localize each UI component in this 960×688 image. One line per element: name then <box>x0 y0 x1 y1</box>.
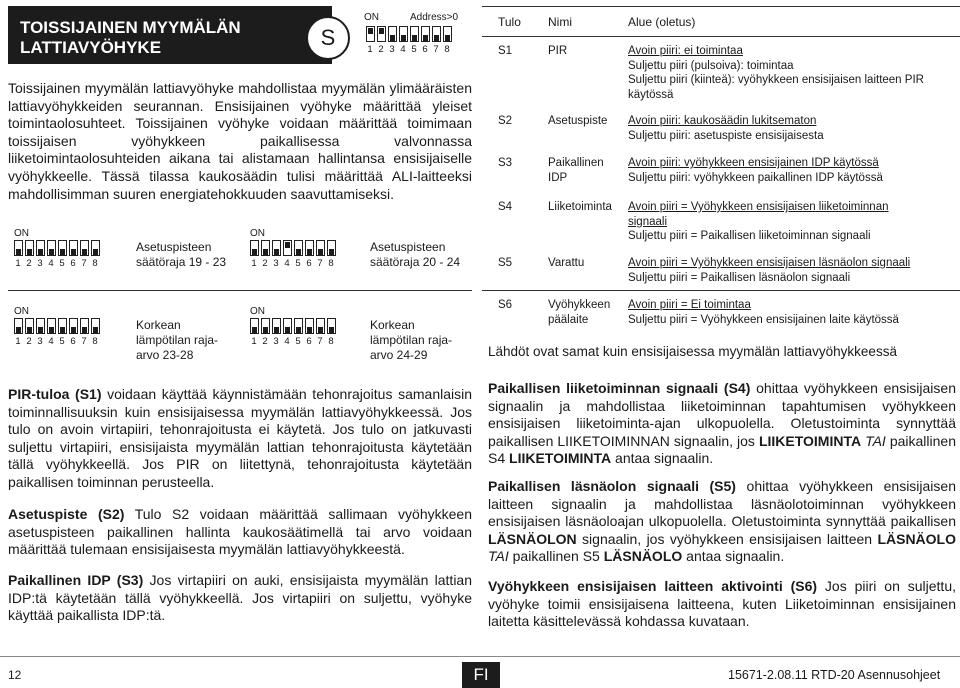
table-row-s2-alue: Avoin piiri: kaukosäädin lukitsematon Suljettu piiri: asetuspiste ensisijaisesta <box>628 115 824 142</box>
dip-number: 8 <box>92 336 98 347</box>
table-header-alue: Alue (oletus) <box>628 15 696 29</box>
dip-toggle <box>388 26 397 42</box>
dip-number: 8 <box>328 258 334 269</box>
dip-number: 1 <box>15 258 21 269</box>
dip-on-label: ON <box>250 228 265 239</box>
dip-toggle <box>377 26 386 42</box>
dip-number: 1 <box>251 258 257 269</box>
dip-toggle <box>410 26 419 42</box>
dip-number: 7 <box>81 258 87 269</box>
table-header-tulo: Tulo <box>498 15 521 29</box>
dip-toggle <box>250 318 259 334</box>
dip-toggle <box>283 240 292 256</box>
language-badge: FI <box>462 662 500 688</box>
address-dip-switch <box>362 12 459 56</box>
dip-number: 8 <box>444 44 450 55</box>
dip-toggle <box>91 318 100 334</box>
dip-toggle <box>294 318 303 334</box>
intro-paragraph: Toissijainen myymälän lattiavyöhyke mahdollistaa myymälän ylimääräisten lattiavyöhykkeiden seurannan. Ensisijainen vyöhyke määrittää yleiset toimintaolosuhteet. Toissijainen vyöhyke voidaan määrittää toimimaan toissijaisen vyöhykkeen paikallisessa valvonnassa liiketoimintaolosuhteiden aikana tai alistamaan hallintansa ensisijaiselle vyöhykkeelle. Tässä tilassa kaukosäädin tulisi määrittää ALI-laitteeksi mahdollisimman suuren energiatehokkuuden saavuttamiseksi. <box>8 80 472 202</box>
dip-number: 3 <box>37 258 43 269</box>
table-header-rule <box>482 36 960 37</box>
dip-toggle <box>250 240 259 256</box>
setpoint-paragraph: Asetuspiste (S2) Tulo S2 voidaan määrittää sallimaan vyöhykkeen asetuspisteen paikallinen hallinta kaukosäätimellä tai arvo voidaan määrittää tulemaan ensisijaisesta myymälän lattiavyöhykkeestä. <box>8 506 472 558</box>
dip-toggle <box>443 26 452 42</box>
dip-toggle <box>432 26 441 42</box>
table-row-s2-nimi: Asetuspiste <box>548 115 608 127</box>
dip-toggle <box>421 26 430 42</box>
dip-number: 6 <box>70 258 76 269</box>
dip-on-label: ON <box>14 306 29 317</box>
dip-number: 2 <box>262 336 268 347</box>
dip-label-high-limit-23-28: Korkean lämpötilan raja- arvo 23-28 <box>136 318 219 362</box>
dip-switch-high-limit-23-28 <box>10 306 104 348</box>
dip-number: 3 <box>389 44 395 55</box>
table-row-s1-nimi: PIR <box>548 45 568 57</box>
dip-number: 7 <box>433 44 439 55</box>
dip-toggle <box>47 240 56 256</box>
dip-number: 7 <box>317 336 323 347</box>
s4-paragraph: Paikallisen liiketoiminnan signaali (S4) ohittaa vyöhykkeen ensisijaisen signaalin ja mahdollistaa liiketoiminnan tapahtumisen vyöhykkeen ensisijaisen liiketoiminta-ajan ulkopuolella. Oletustoiminta synnyttää paikallisen LIIKETOIMINNAN signaalin, jos LIIKETOIMINTA TAI paikallinen S4 LIIKETOIMINTA antaa signaalin. <box>488 380 956 467</box>
dip-toggle <box>327 240 336 256</box>
dip-toggle <box>294 240 303 256</box>
table-row-s5-nimi: Varattu <box>548 257 585 269</box>
dip-number: 6 <box>306 258 312 269</box>
dip-number: 4 <box>48 258 54 269</box>
dip-toggle <box>272 318 281 334</box>
dip-number: 5 <box>59 336 65 347</box>
table-row-s5-alue: Avoin piiri = Vyöhykkeen ensisijaisen läsnäolon signaali Suljettu piiri = Paikallisen läsnäolon signaali <box>628 257 911 284</box>
dip-number: 4 <box>48 336 54 347</box>
dip-number: 1 <box>251 336 257 347</box>
table-row-s6-alue: Avoin piiri = Ei toimintaa Suljettu piiri = Vyöhykkeen ensisijainen laite käytössä <box>628 299 899 326</box>
dip-toggle <box>399 26 408 42</box>
dip-toggle <box>261 318 270 334</box>
dip-toggle <box>69 318 78 334</box>
s6-paragraph: Vyöhykkeen ensisijaisen laitteen aktivointi (S6) Jos piiri on suljettu, vyöhyke toimii ensisijaisena laitteena, kuten Liiketoiminnan ensisijainen laitetta käsittelevässä kohdassa kuvataan. <box>488 578 956 630</box>
dip-toggle <box>283 318 292 334</box>
dip-toggle <box>14 318 23 334</box>
dip-number: 5 <box>411 44 417 55</box>
dip-on-label: ON <box>14 228 29 239</box>
table-top-rule <box>482 6 960 7</box>
dip-toggle <box>305 240 314 256</box>
table-row-s4-tulo: S4 <box>498 201 513 213</box>
dip-number: 8 <box>92 258 98 269</box>
dip-number: 2 <box>262 258 268 269</box>
table-row-s5-tulo: S5 <box>498 257 513 269</box>
section-title: TOISSIJAINEN MYYMÄLÄN LATTIAVYÖHYKE <box>20 18 241 57</box>
table-row-s2-tulo: S2 <box>498 115 513 127</box>
dip-number: 2 <box>378 44 384 55</box>
dip-number: 1 <box>15 336 21 347</box>
section-title-bar <box>8 6 332 64</box>
dip-number: 2 <box>26 258 32 269</box>
dip-switch-setpoint-20-24 <box>246 228 340 270</box>
address-dip-block <box>362 12 462 58</box>
dip-toggle <box>58 240 67 256</box>
dip-number: 7 <box>317 258 323 269</box>
address-label: Address>0 <box>410 12 459 23</box>
dip-toggle <box>261 240 270 256</box>
dip-toggle <box>272 240 281 256</box>
s-badge: S <box>306 16 350 60</box>
dip-toggle <box>305 318 314 334</box>
dip-toggle <box>316 318 325 334</box>
dip-number: 3 <box>37 336 43 347</box>
table-row-s4-alue: Avoin piiri = Vyöhykkeen ensisijaisen liiketoiminnan signaali Suljettu piiri = Paikallisen liiketoiminnan signaali <box>628 201 889 242</box>
dip-number: 6 <box>422 44 428 55</box>
dip-number: 3 <box>273 336 279 347</box>
dip-switch-setpoint-19-23 <box>10 228 104 270</box>
dip-number: 4 <box>284 258 290 269</box>
dip-number: 6 <box>306 336 312 347</box>
divider <box>8 290 472 291</box>
dip-toggle <box>327 318 336 334</box>
pir-paragraph: PIR-tuloa (S1) voidaan käyttää käynnistämään tehonrajoitus samanlaisin toiminnallisuuksin kuin ensisijaisessa myymälän lattiavyöhykkeessä. Jos tulo on avoin virtapiiri, tehonrajoitusta ei käytetä. Jos tulo on jatkuvasti suljettu virtapiiri, ensisijaista myymälän lattian tehonrajoitusta käytetään tällä vyöhykkeellä. Jos PIR on liitettynä, tehonrajoitusta käytetään paikallisen toiminnan perusteella. <box>8 386 473 490</box>
dip-toggle <box>25 318 34 334</box>
table-row-s1-tulo: S1 <box>498 45 513 57</box>
dip-toggle <box>58 318 67 334</box>
dip-toggle <box>80 240 89 256</box>
dip-toggle <box>36 240 45 256</box>
dip-toggle <box>47 318 56 334</box>
dip-number: 5 <box>295 336 301 347</box>
table-row-s1-alue: Avoin piiri: ei toimintaa Suljettu piiri (pulsoiva): toimintaa Suljettu piiri (kiinteä): vyöhykkeen ensisijaisen laitteen PIR käytössä <box>628 45 924 101</box>
dip-toggle <box>316 240 325 256</box>
dip-number: 5 <box>295 258 301 269</box>
dip-number: 8 <box>328 336 334 347</box>
dip-number: 6 <box>70 336 76 347</box>
dip-toggle <box>80 318 89 334</box>
dip-number: 5 <box>59 258 65 269</box>
dip-number: 7 <box>81 336 87 347</box>
address-on-label: ON <box>364 12 379 23</box>
dip-toggle <box>14 240 23 256</box>
dip-toggle <box>25 240 34 256</box>
s5-paragraph: Paikallisen läsnäolon signaali (S5) ohittaa vyöhykkeen ensisijaisen laitteen signaalin ja mahdollistaa läsnäolotoiminnan vyöhykkeen ensisijaisen läsnäoloajan ulkopuolella. Oletustoiminta synnyttää paikallisen LÄSNÄOLON signaalin, jos vyöhykkeen ensisijaisen laitteen LÄSNÄOLO TAI paikallinen S5 LÄSNÄOLO antaa signaalin. <box>488 478 956 565</box>
table-header-nimi: Nimi <box>548 15 572 29</box>
table-row-s3-alue: Avoin piiri: vyöhykkeen ensisijainen IDP käytössä Suljettu piiri: vyöhykkeen paikallinen IDP käytössä <box>628 157 883 184</box>
table-row-s4-nimi: Liiketoiminta <box>548 201 612 213</box>
table-row-s6-tulo: S6 <box>498 299 513 311</box>
table-rule <box>482 290 960 291</box>
dip-label-setpoint-20-24: Asetuspisteen säätöraja 20 - 24 <box>370 240 461 269</box>
dip-switch-high-limit-24-29 <box>246 306 340 348</box>
idp-paragraph: Paikallinen IDP (S3) Jos virtapiiri on auki, ensisijaista myymälän lattian IDP:tä käytetään tällä vyöhykkeellä. Jos virtapiiri on suljettu, vyöhyke käyttää paikallista IDP:tä. <box>8 572 472 624</box>
dip-on-label: ON <box>250 306 265 317</box>
dip-number: 4 <box>400 44 406 55</box>
table-row-s3-tulo: S3 <box>498 157 513 169</box>
dip-toggle <box>36 318 45 334</box>
document-id: 15671-2.08.11 RTD-20 Asennusohjeet <box>728 668 941 682</box>
dip-label-setpoint-19-23: Asetuspisteen säätöraja 19 - 23 <box>136 240 227 269</box>
table-note: Lähdöt ovat samat kuin ensisijaisessa myymälän lattiavyöhykkeessä <box>488 344 897 359</box>
dip-number: 2 <box>26 336 32 347</box>
table-row-s6-nimi: Vyöhykkeen päälaite <box>548 299 611 326</box>
dip-number: 4 <box>284 336 290 347</box>
dip-toggle <box>366 26 375 42</box>
dip-number: 3 <box>273 258 279 269</box>
table-row-s3-nimi: Paikallinen IDP <box>548 157 604 184</box>
dip-toggle <box>69 240 78 256</box>
footer-rule <box>0 656 960 657</box>
page-number: 12 <box>8 668 22 682</box>
dip-label-high-limit-24-29: Korkean lämpötilan raja- arvo 24-29 <box>370 318 453 362</box>
dip-number: 1 <box>367 44 373 55</box>
dip-toggle <box>91 240 100 256</box>
